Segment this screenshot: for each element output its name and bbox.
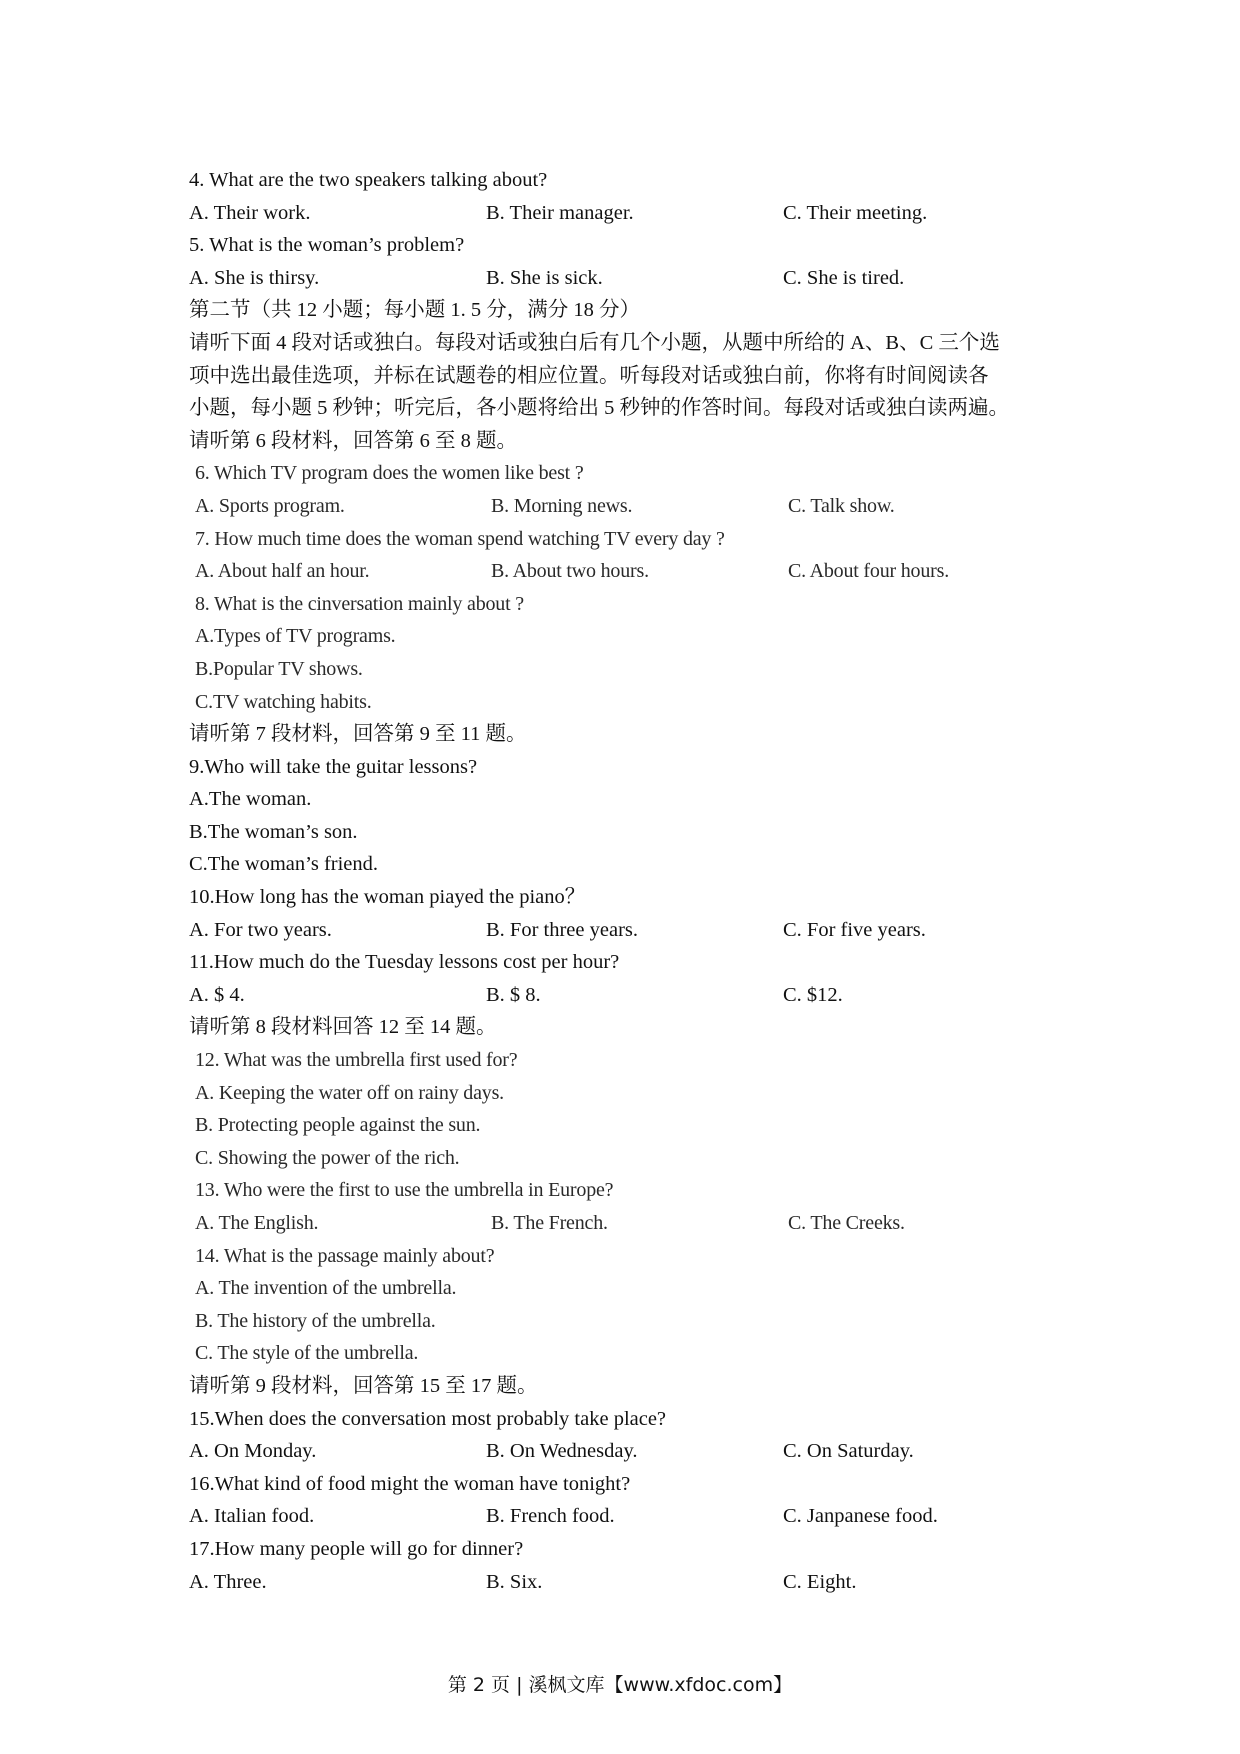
options-row	[189, 979, 1069, 1012]
text-line: A.The woman.	[189, 788, 312, 811]
option-b: B. The French.	[491, 1212, 608, 1234]
text-line: 13. Who were the first to use the umbrella in Europe?	[195, 1179, 614, 1202]
text-line: 请听第 8 段材料回答 12 至 14 题。	[189, 1016, 497, 1039]
options-row	[189, 1500, 1069, 1533]
text-line: 项中选出最佳选项，并标在试题卷的相应位置。听每段对话或独白前，你将有时间阅读各	[189, 364, 989, 387]
text-line: 15.When does the conversation most probably take place?	[189, 1407, 667, 1430]
option-a: A. About half an hour.	[195, 560, 370, 583]
option-c: C. Their meeting.	[783, 201, 928, 224]
option-a: A. Three.	[189, 1570, 267, 1593]
text-line: C.The woman’s friend.	[189, 853, 379, 876]
text-line: 小题，每小题 5 秒钟；听完后，各小题将给出 5 秒钟的作答时间。每段对话或独白读两遍。	[189, 397, 1009, 420]
options-row	[189, 1207, 1069, 1240]
option-b: B. French food.	[486, 1505, 615, 1528]
option-a: A. The English.	[195, 1212, 319, 1234]
option-b: B. Morning news.	[491, 494, 633, 517]
option-c: C. For five years.	[783, 918, 926, 941]
text-line: 请听第 6 段材料，回答第 6 至 8 题。	[189, 429, 517, 452]
option-c: C. Eight.	[783, 1570, 857, 1593]
option-c: C. Janpanese food.	[783, 1505, 938, 1528]
text-line: A. Keeping the water off on rainy days.	[195, 1081, 504, 1104]
text-line: C. The style of the umbrella.	[195, 1342, 419, 1365]
text-line: 第二节（共 12 小题；每小题 1. 5 分，满分 18 分）	[189, 299, 640, 322]
option-c: C. $12.	[783, 983, 843, 1006]
option-b: B. She is sick.	[486, 266, 603, 289]
text-line: 11.How much do the Tuesday lessons cost per hour?	[189, 951, 620, 974]
option-c: C. On Saturday.	[783, 1440, 914, 1463]
text-line: 7. How much time does the woman spend watching TV every day ?	[195, 527, 725, 550]
text-line: 6. Which TV program does the women like best ?	[195, 462, 584, 485]
options-row	[189, 1566, 1069, 1599]
option-a: A. On Monday.	[189, 1440, 317, 1463]
text-line: 10.How long has the woman piayed the piano？	[189, 886, 586, 909]
option-a: A. $ 4.	[189, 983, 245, 1006]
page-footer: 第 2 页 | 溪枫文库【www.xfdoc.com】	[447, 1674, 793, 1696]
option-c: C. Talk show.	[788, 494, 895, 517]
option-c: C. She is tired.	[783, 266, 905, 289]
text-line: 12. What was the umbrella first used for?	[195, 1049, 518, 1072]
options-row	[189, 490, 1069, 523]
text-line: 8. What is the cinversation mainly about ?	[195, 592, 524, 615]
option-a: A. Italian food.	[189, 1505, 315, 1528]
option-b: B. On Wednesday.	[486, 1440, 638, 1463]
option-a: A. Sports program.	[195, 494, 345, 517]
option-c: C. About four hours.	[788, 560, 950, 583]
text-line: 5. What is the woman’s problem?	[189, 234, 465, 257]
text-line: B. The history of the umbrella.	[195, 1309, 436, 1332]
options-row	[189, 555, 1069, 588]
option-b: B. About two hours.	[491, 560, 649, 583]
option-a: A. Their work.	[189, 201, 311, 224]
text-line: 请听第 7 段材料，回答第 9 至 11 题。	[189, 723, 527, 746]
option-c: C. The Creeks.	[788, 1212, 905, 1234]
text-line: 4. What are the two speakers talking about?	[189, 169, 548, 191]
text-line: C.TV watching habits.	[195, 690, 372, 713]
text-line: 14. What is the passage mainly about?	[195, 1244, 495, 1267]
text-line: 9.Who will take the guitar lessons?	[189, 755, 478, 778]
option-a: A. She is thirsy.	[189, 266, 320, 289]
options-row	[189, 914, 1069, 947]
text-line: 请听第 9 段材料，回答第 15 至 17 题。	[189, 1374, 538, 1397]
text-line: A.Types of TV programs.	[195, 625, 396, 648]
text-line: B.Popular TV shows.	[195, 657, 363, 680]
text-line: C. Showing the power of the rich.	[195, 1146, 460, 1169]
option-b: B. $ 8.	[486, 983, 541, 1006]
text-line: 17.How many people will go for dinner?	[189, 1537, 524, 1560]
text-line: 16.What kind of food might the woman have tonight?	[189, 1472, 631, 1495]
text-line: 请听下面 4 段对话或独白。每段对话或独白后有几个小题，从题中所给的 A、B、C 三个选	[189, 331, 1000, 354]
text-line: A. The invention of the umbrella.	[195, 1277, 457, 1300]
options-row	[189, 262, 1069, 295]
option-b: B. For three years.	[486, 918, 638, 941]
options-row	[189, 197, 1069, 230]
option-b: B. Their manager.	[486, 201, 634, 224]
option-b: B. Six.	[486, 1570, 543, 1593]
option-a: A. For two years.	[189, 918, 332, 941]
options-row	[189, 1435, 1069, 1468]
exam-content	[189, 164, 1069, 1598]
text-line: B.The woman’s son.	[189, 820, 358, 843]
text-line: B. Protecting people against the sun.	[195, 1114, 481, 1137]
